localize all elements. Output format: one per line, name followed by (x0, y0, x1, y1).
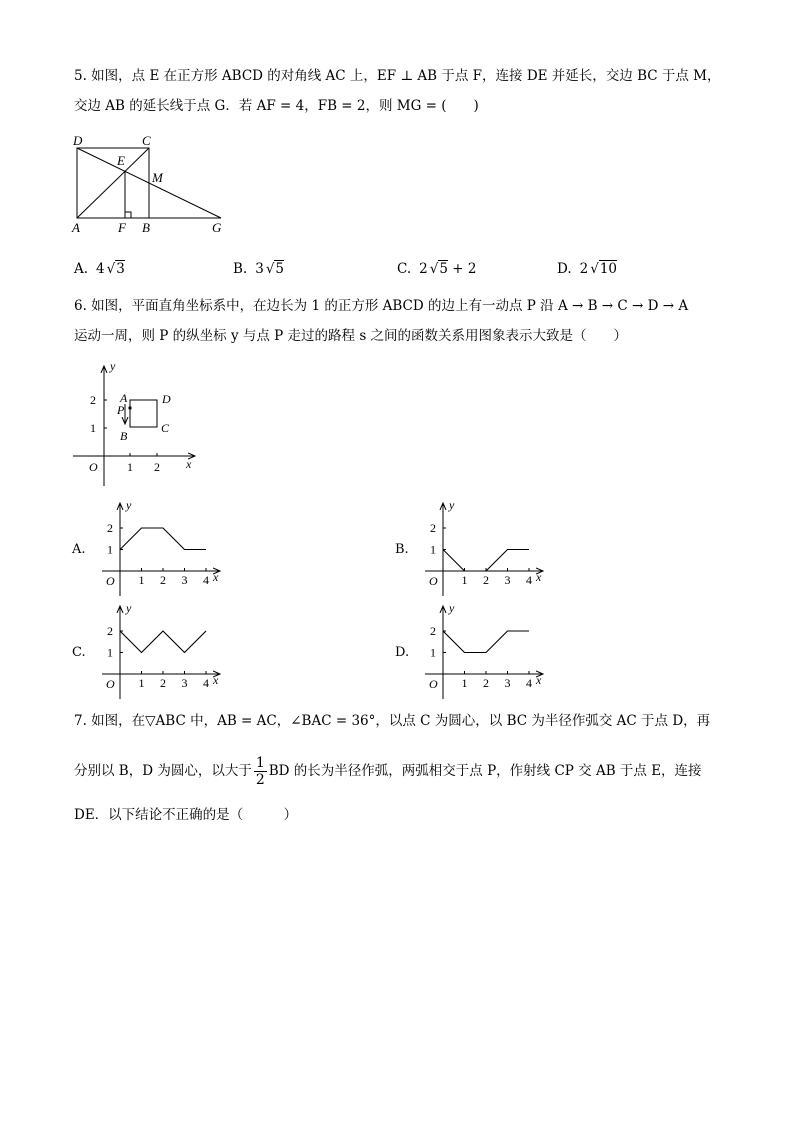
frac-denominator: 2 (255, 772, 265, 788)
option-coefficient: 2 (419, 261, 428, 277)
origin-label: O (429, 574, 438, 588)
graph-curve (120, 631, 206, 653)
option-radicand: 3 (116, 261, 125, 277)
q5-option-b[interactable] (233, 259, 284, 279)
option-coefficient: 4 (96, 261, 105, 277)
xtick-2: 2 (160, 676, 166, 690)
q7-line2-pre: 分别以 B，D 为圆心，以大于 (74, 763, 252, 779)
label-e: E (117, 153, 125, 168)
y-axis-label: y (126, 498, 132, 512)
graph-curve (443, 550, 529, 572)
q6-option-b-graph[interactable] (395, 500, 555, 600)
q5-option-c[interactable] (397, 259, 476, 279)
ytick-2: 2 (107, 624, 113, 638)
x-axis-label: x (213, 570, 219, 584)
graph-curve (120, 528, 206, 550)
main-ytick-2: 2 (90, 393, 96, 407)
main-label-p: P (117, 403, 125, 417)
ytick-1: 1 (107, 645, 113, 660)
q5-stem-line2: 交边 AB 的延长线于点 G．若 AF = 4，FB = 2，则 MG = ( ) (74, 98, 479, 114)
square-abcd-coord (130, 400, 157, 427)
x-axis-label: x (536, 673, 542, 687)
main-label-d: D (162, 392, 171, 406)
xtick-3: 3 (181, 573, 188, 587)
main-y-label: y (110, 359, 116, 373)
main-xtick-1: 1 (127, 460, 133, 474)
graph-option-letter: A. (72, 542, 86, 557)
origin-label: O (106, 677, 115, 691)
xtick-2: 2 (483, 573, 489, 587)
ytick-2: 2 (430, 521, 436, 535)
graph-curve (443, 631, 529, 653)
option-radicand: 5 (275, 261, 285, 277)
graph-option-letter: B. (395, 542, 409, 557)
xtick-1: 1 (461, 676, 468, 690)
xtick-2: 2 (483, 676, 489, 690)
ytick-2: 2 (430, 624, 436, 638)
q5-option-d[interactable] (557, 259, 617, 279)
point-p (128, 406, 131, 409)
option-suffix: + 2 (447, 261, 477, 277)
q6-option-d-graph[interactable] (395, 603, 555, 703)
main-x-label: x (186, 457, 192, 471)
x-axis-label: x (536, 570, 542, 584)
xtick-4: 4 (203, 676, 209, 690)
label-d: D (73, 133, 83, 148)
xtick-4: 4 (203, 573, 209, 587)
xtick-3: 3 (181, 676, 188, 690)
y-axis-label: y (449, 601, 455, 615)
right-angle-mark (125, 212, 131, 218)
q5-stem-line1: 5. 如图，点 E 在正方形 ABCD 的对角线 AC 上，EF ⊥ AB 于点 F，连接 DE 并延长，交边 BC 于点 M， (74, 68, 721, 84)
y-axis-label: y (449, 498, 455, 512)
q7-stem-line3: DE．以下结论不正确的是（ ） (74, 807, 298, 823)
xtick-1: 1 (138, 573, 145, 587)
xtick-3: 3 (504, 676, 511, 690)
option-letter: B. (233, 261, 248, 277)
q6-stem-line2: 运动一周，则 P 的纵坐标 y 与点 P 走过的路程 s 之间的函数关系用图象表示大致是（ ） (74, 328, 628, 344)
sqrt-sign: √ (106, 261, 116, 277)
label-a: A (72, 220, 80, 235)
option-radicand: 5 (439, 261, 448, 277)
q6-main-figure (70, 360, 210, 490)
option-radicand: 10 (599, 261, 618, 277)
ytick-1: 1 (107, 542, 113, 557)
q7-stem-line2 (74, 755, 702, 788)
xtick-3: 3 (504, 573, 511, 587)
main-xtick-2: 2 (154, 460, 160, 474)
ytick-1: 1 (430, 542, 436, 557)
origin-label: O (429, 677, 438, 691)
option-coefficient: 3 (255, 261, 264, 277)
ytick-1: 1 (430, 645, 436, 660)
xtick-1: 1 (138, 676, 145, 690)
option-coefficient: 2 (579, 261, 589, 277)
main-label-a: A (120, 391, 128, 405)
q6-stem-line1: 6. 如图，平面直角坐标系中，在边长为 1 的正方形 ABCD 的边上有一动点 P 沿 A → B → C → D → A (74, 298, 689, 314)
q6-option-a-graph[interactable] (72, 500, 232, 600)
xtick-2: 2 (160, 573, 166, 587)
xtick-4: 4 (526, 676, 532, 690)
q6-option-c-graph[interactable] (72, 603, 232, 703)
label-c: C (142, 133, 151, 148)
ytick-2: 2 (107, 521, 113, 535)
q5-figure (66, 130, 236, 240)
main-origin: O (89, 460, 98, 474)
origin-label: O (106, 574, 115, 588)
sqrt-sign: √ (590, 261, 599, 277)
sqrt-sign: √ (429, 261, 439, 277)
label-b: B (142, 220, 150, 235)
sqrt-sign: √ (265, 261, 275, 277)
label-f: F (118, 220, 126, 235)
main-label-b: B (120, 429, 128, 443)
y-axis-label: y (126, 601, 132, 615)
label-g: G (212, 220, 222, 235)
graph-option-letter: D. (395, 645, 410, 660)
main-ytick-1: 1 (90, 421, 96, 435)
main-label-c: C (161, 421, 170, 435)
xtick-4: 4 (526, 573, 532, 587)
graph-option-letter: C. (72, 645, 86, 660)
q5-option-a[interactable] (74, 259, 125, 279)
x-axis-label: x (213, 673, 219, 687)
frac-numerator: 1 (255, 755, 265, 771)
diagonal-ac (77, 148, 149, 218)
option-letter: A. (74, 261, 89, 277)
q7-line2-post: BD 的长为半径作弧，两弧相交于点 P，作射线 CP 交 AB 于点 E，连接 (268, 763, 702, 779)
q7-stem-line1: 7. 如图，在▽ABC 中，AB = AC，∠BAC = 36°，以点 C 为圆心，以 BC 为半径作弧交 AC 于点 D，再 (74, 713, 711, 729)
label-m: M (152, 170, 163, 185)
option-letter: D. (557, 261, 572, 277)
xtick-1: 1 (461, 573, 468, 587)
fraction-one-half (254, 755, 267, 788)
option-letter: C. (397, 261, 412, 277)
